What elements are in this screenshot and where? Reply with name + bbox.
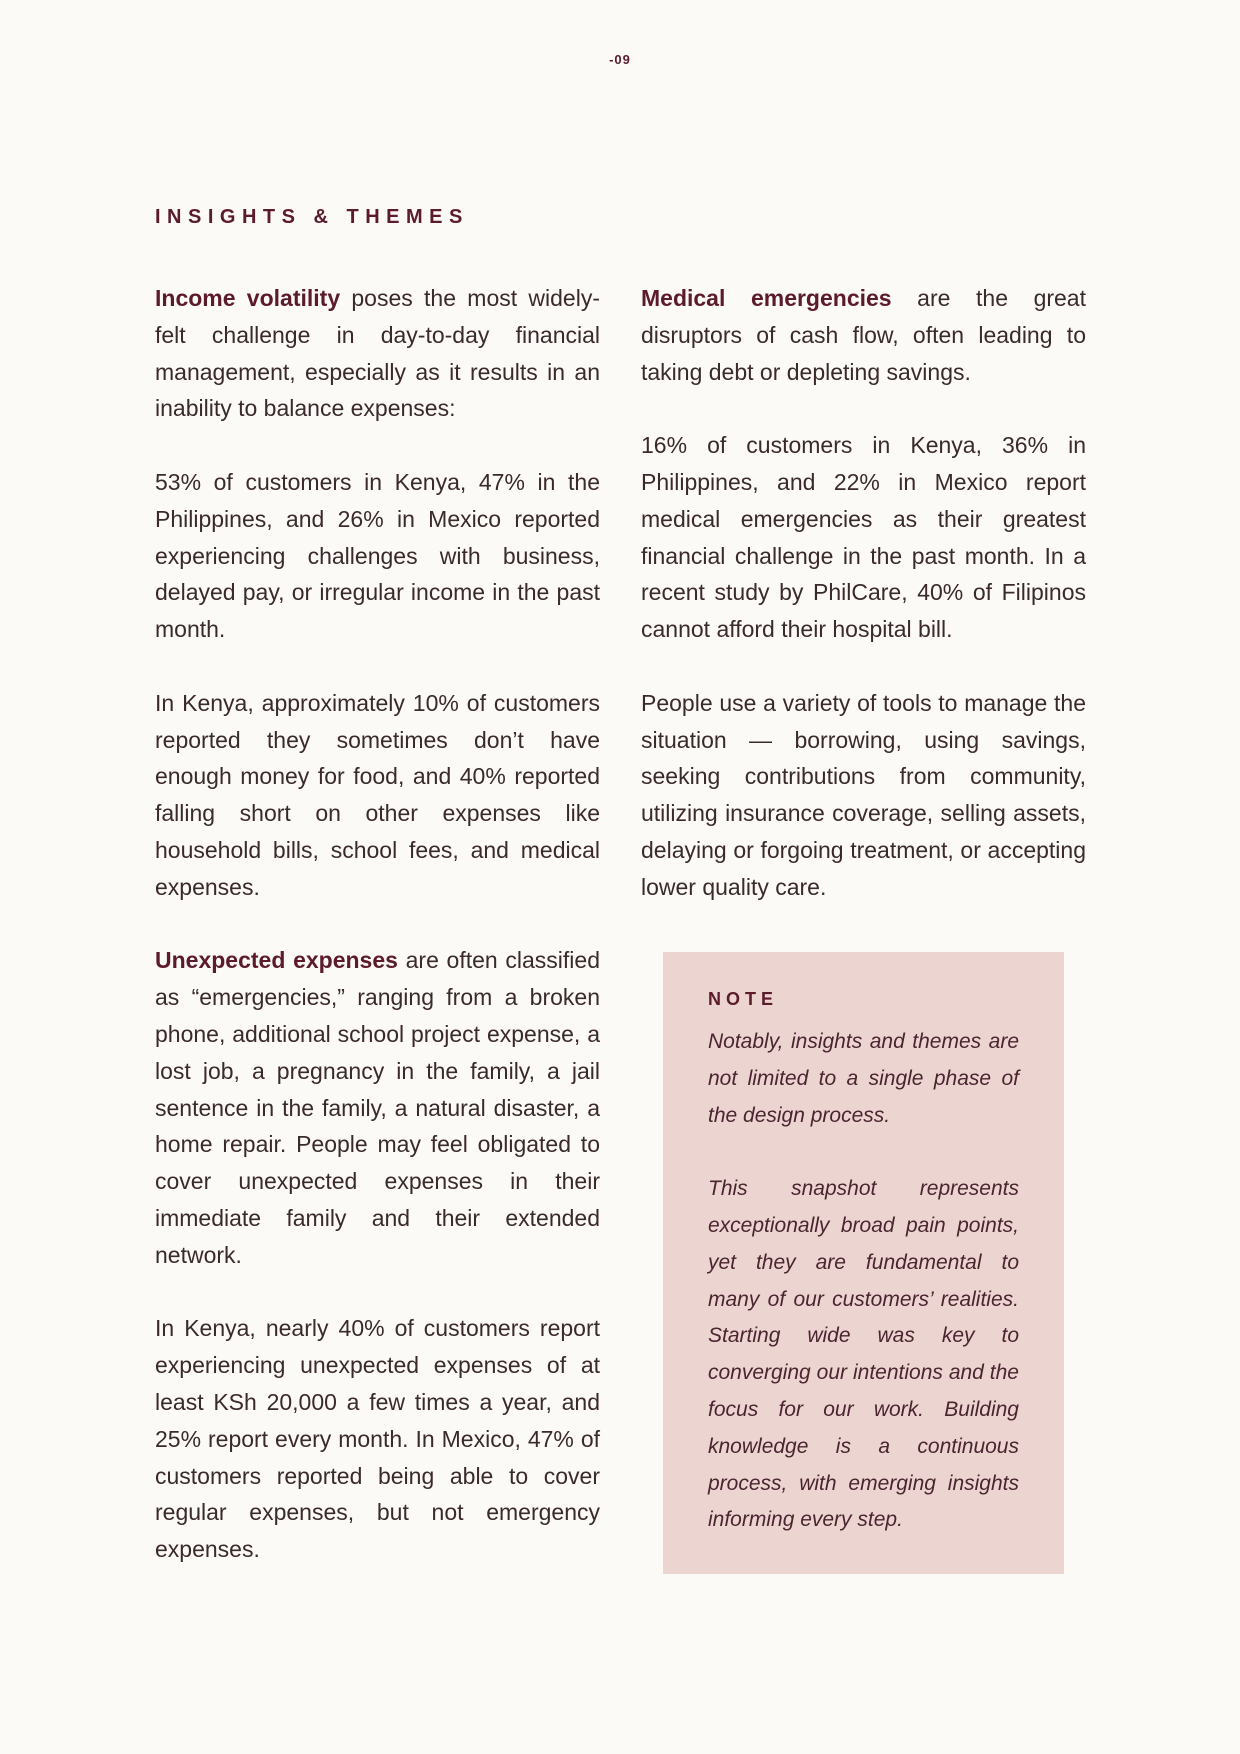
unexpected-stats-paragraph: In Kenya, nearly 40% of customers report experiencing unexpected expenses of at least KSh 20,000 a few times a year, and 25% report every month. In Mexico, 47% of customers reported being able to cover regular expenses, but not emergency expenses. <box>155 1315 600 1563</box>
medical-stats-paragraph: 16% of customers in Kenya, 36% in Philippines, and 22% in Mexico report medical emergencies as their greatest financial challenge in the past month. In a recent study by PhilCare, 40% of Filipinos cannot afford their hospital bill. <box>641 432 1086 643</box>
kenya-food-paragraph: In Kenya, approximately 10% of customers reported they sometimes don’t have enough money for food, and 40% reported falling short on other expenses like household bills, school fees, and medical expenses. <box>155 689 600 900</box>
page-number: -09 <box>609 52 631 67</box>
income-volatility-text: poses the most widely-felt challenge in day-to-day financial management, especially as it results in an inability to balance expenses: <box>155 285 600 422</box>
unexpected-expenses-paragraph <box>155 942 600 1273</box>
medical-emergencies-paragraph <box>641 280 1086 390</box>
medical-emergencies-lead: Medical emergencies <box>641 285 892 311</box>
income-stats-paragraph: 53% of customers in Kenya, 47% in the Philippines, and 26% in Mexico reported experiencing challenges with business, delayed pay, or irregular income in the past month. <box>155 468 600 643</box>
note-label: NOTE <box>708 989 779 1009</box>
note-paragraph-1: Notably, insights and themes are not limited to a single phase of the design process. <box>708 1030 1019 1127</box>
note-paragraph-2: This snapshot represents exceptionally broad pain points, yet they are fundamental to many of our customers’ realities. Starting wide was key to converging our intentions and the focus for our work. Building knowledge is a continuous process, with emerging insights informing every step. <box>708 1177 1019 1532</box>
section-heading: INSIGHTS & THEMES <box>155 206 469 228</box>
note-box <box>663 952 1064 1574</box>
right-column <box>641 280 1086 906</box>
unexpected-expenses-lead: Unexpected expenses <box>155 947 398 974</box>
coping-tools-paragraph: People use a variety of tools to manage the situation — borrowing, using savings, seeking contributions from community, utilizing insurance coverage, selling assets, delaying or forgoing treatment, or accepting lower quality care. <box>641 689 1086 900</box>
income-volatility-lead: Income volatility <box>155 285 341 311</box>
left-column <box>155 280 600 1568</box>
unexpected-expenses-text: are often classified as “emergencies,” ranging from a broken phone, additional school project expense, a lost job, a pregnancy in the family, a jail sentence in the family, a natural disaster, a home repair. People may feel obligated to cover unexpected expenses in their immediate family and their extended network. <box>155 947 600 1268</box>
medical-emergencies-text: are the great disruptors of cash flow, often leading to taking debt or depleting savings. <box>641 285 1086 385</box>
income-volatility-paragraph <box>155 280 600 427</box>
